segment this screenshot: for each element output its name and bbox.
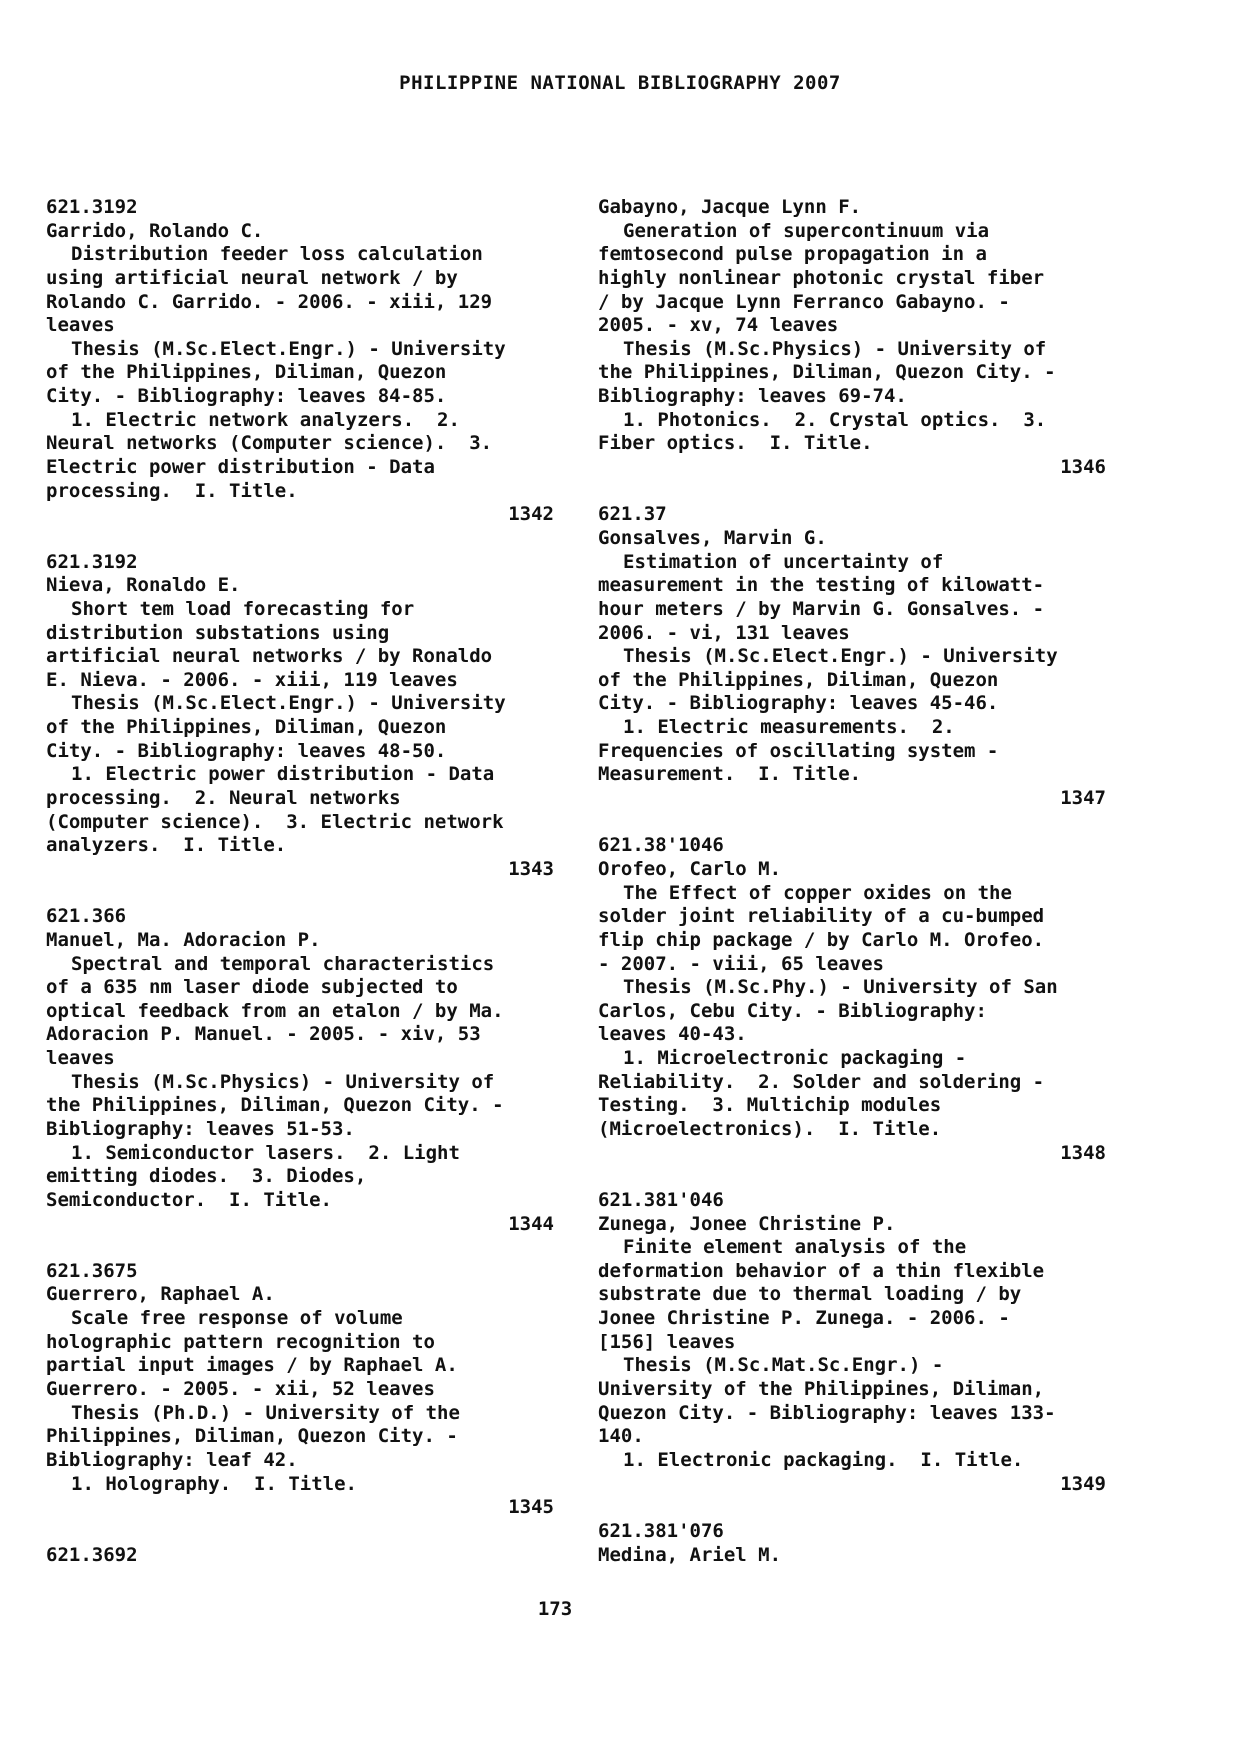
entry-title-line: Spectral and temporal characteristics: [71, 952, 495, 975]
entry-title-line: Jonee Christine P. Zunega. - 2006. -: [598, 1307, 1010, 1330]
subject-heading-line: 1. Electric measurements. 2.: [623, 716, 955, 739]
entry-number: 1348: [1060, 1141, 1106, 1164]
entry-title-line: Finite element analysis of the: [623, 1236, 967, 1259]
classification-number: 621.37: [598, 503, 667, 526]
entry-separator: [598, 1165, 1106, 1189]
entry-number: 1343: [508, 857, 554, 880]
thesis-note-line: the Philippines, Diliman, Quezon City. -: [46, 1094, 504, 1117]
entry-title-line: measurement in the testing of kilowatt-: [598, 574, 1045, 597]
subject-heading-line: Measurement. I. Title.: [598, 763, 862, 786]
entry-title-line: Short tem load forecasting for: [71, 597, 415, 620]
thesis-note-line: City. - Bibliography: leaves 84-85.: [46, 385, 447, 408]
entry-title-line: hour meters / by Marvin G. Gonsalves. -: [598, 597, 1045, 620]
classification-number: 621.381'046: [598, 1188, 724, 1211]
thesis-note-line: Bibliography: leaf 42.: [46, 1448, 298, 1471]
subject-heading-line: 1. Electronic packaging. I. Title.: [623, 1448, 1024, 1471]
subject-heading-line: processing. I. Title.: [46, 479, 298, 502]
entry-title-line: distribution substations using: [46, 621, 390, 644]
entry-title-line: Scale free response of volume: [71, 1307, 403, 1330]
entry-author: Zunega, Jonee Christine P.: [598, 1212, 896, 1235]
subject-heading-line: Neural networks (Computer science). 3.: [46, 432, 493, 455]
entry-separator: [598, 1496, 1106, 1520]
entry-title-line: The Effect of copper oxides on the: [623, 881, 1012, 904]
entry-title-line: Estimation of uncertainty of: [623, 550, 944, 573]
subject-heading-line: emitting diodes. 3. Diodes,: [46, 1165, 367, 1188]
entry-separator: [46, 1520, 554, 1544]
entry-number: 1346: [1060, 456, 1106, 479]
entry-title-line: Generation of supercontinuum via: [623, 219, 990, 242]
thesis-note-line: 140.: [598, 1425, 644, 1448]
subject-heading-line: Frequencies of oscillating system -: [598, 739, 999, 762]
entry-separator: [46, 527, 554, 551]
left-column: [46, 196, 554, 1567]
entry-author: Gabayno, Jacque Lynn F.: [598, 196, 862, 218]
catalog-entry: [46, 551, 554, 882]
entry-title-line: substrate due to thermal loading / by: [598, 1283, 1022, 1306]
entry-title-line: E. Nieva. - 2006. - xiii, 119 leaves: [46, 668, 458, 691]
subject-heading-line: processing. 2. Neural networks: [46, 787, 401, 810]
entry-title-line: flip chip package / by Carlo M. Orofeo.: [598, 928, 1045, 951]
classification-number: 621.3675: [46, 1259, 138, 1282]
entry-separator: [46, 882, 554, 906]
entry-title-line: partial input images / by Raphael A.: [46, 1354, 458, 1377]
entry-author: Medina, Ariel M.: [598, 1543, 782, 1566]
thesis-note-line: the Philippines, Diliman, Quezon City. -: [598, 361, 1056, 384]
thesis-note-line: Quezon City. - Bibliography: leaves 133-: [598, 1401, 1056, 1424]
subject-heading-line: (Microelectronics). I. Title.: [598, 1117, 942, 1140]
entry-title-line: Distribution feeder loss calculation: [71, 243, 483, 266]
catalog-entry: [598, 196, 1106, 480]
page-header: PHILIPPINE NATIONAL BIBLIOGRAPHY 2007: [399, 72, 841, 94]
page-number: 173: [537, 1598, 573, 1620]
entry-title-line: [156] leaves: [598, 1330, 736, 1353]
entry-title-line: optical feedback from an etalon / by Ma.: [46, 999, 504, 1022]
entry-separator: [598, 811, 1106, 835]
catalog-entry: [46, 1260, 554, 1520]
entry-number: 1344: [508, 1212, 554, 1235]
entry-title-line: 2006. - vi, 131 leaves: [598, 621, 850, 644]
classification-number: 621.3192: [46, 196, 138, 218]
entry-title-line: holographic pattern recognition to: [46, 1330, 435, 1353]
entry-title-line: highly nonlinear photonic crystal fiber: [598, 266, 1045, 289]
thesis-note-line: leaves 40-43.: [598, 1023, 747, 1046]
subject-heading-line: 1. Semiconductor lasers. 2. Light: [71, 1141, 460, 1164]
classification-number: 621.3192: [46, 550, 138, 573]
thesis-note-line: Thesis (M.Sc.Elect.Engr.) - University: [71, 692, 506, 715]
thesis-note-line: of the Philippines, Diliman, Quezon: [46, 716, 447, 739]
thesis-note-line: Thesis (M.Sc.Mat.Sc.Engr.) -: [623, 1354, 944, 1377]
thesis-note-line: Bibliography: leaves 51-53.: [46, 1117, 355, 1140]
entry-title-line: leaves: [46, 314, 115, 337]
thesis-note-line: City. - Bibliography: leaves 48-50.: [46, 739, 447, 762]
subject-heading-line: 1. Photonics. 2. Crystal optics. 3.: [623, 408, 1047, 431]
subject-heading-line: 1. Microelectronic packaging -: [623, 1047, 967, 1070]
entry-number: 1347: [1060, 787, 1106, 810]
classification-number: 621.3692: [46, 1543, 138, 1566]
entry-author: Garrido, Rolando C.: [46, 219, 264, 242]
thesis-note-line: Thesis (M.Sc.Physics) - University of: [623, 337, 1047, 360]
thesis-note-line: of the Philippines, Diliman, Quezon: [46, 361, 447, 384]
entry-title-line: artificial neural networks / by Ronaldo: [46, 645, 493, 668]
right-column: [598, 196, 1106, 1567]
thesis-note-line: Bibliography: leaves 69-74.: [598, 385, 907, 408]
entry-title-line: of a 635 nm laser diode subjected to: [46, 976, 458, 999]
thesis-note-line: Thesis (M.Sc.Elect.Engr.) - University: [623, 645, 1058, 668]
entry-title-line: using artificial neural network / by: [46, 266, 458, 289]
catalog-entry: [598, 1189, 1106, 1496]
entry-separator: [598, 480, 1106, 504]
entry-title-line: leaves: [46, 1047, 115, 1070]
thesis-note-line: Carlos, Cebu City. - Bibliography:: [598, 999, 987, 1022]
thesis-note-line: Thesis (M.Sc.Physics) - University of: [71, 1070, 495, 1093]
catalog-entry: [598, 503, 1106, 810]
catalog-entry: [46, 905, 554, 1236]
catalog-entry: [598, 834, 1106, 1165]
catalog-entry: [598, 1520, 1106, 1567]
thesis-note-line: Thesis (M.Sc.Elect.Engr.) - University: [71, 337, 506, 360]
subject-heading-line: 1. Electric power distribution - Data: [71, 763, 495, 786]
subject-heading-line: Reliability. 2. Solder and soldering -: [598, 1070, 1045, 1093]
entry-number: 1345: [508, 1496, 554, 1519]
subject-heading-line: (Computer science). 3. Electric network: [46, 810, 504, 833]
thesis-note-line: Thesis (Ph.D.) - University of the: [71, 1401, 460, 1424]
entry-author: Nieva, Ronaldo E.: [46, 574, 241, 597]
entry-title-line: solder joint reliability of a cu-bumped: [598, 905, 1045, 928]
entry-title-line: Rolando C. Garrido. - 2006. - xiii, 129: [46, 290, 493, 313]
thesis-note-line: of the Philippines, Diliman, Quezon: [598, 668, 999, 691]
entry-author: Orofeo, Carlo M.: [598, 857, 782, 880]
subject-heading-line: 1. Holography. I. Title.: [71, 1472, 357, 1495]
thesis-note-line: Thesis (M.Sc.Phy.) - University of San: [623, 976, 1058, 999]
entry-title-line: deformation behavior of a thin flexible: [598, 1259, 1045, 1282]
entry-title-line: femtosecond pulse propagation in a: [598, 243, 987, 266]
catalog-entry: [46, 1544, 554, 1568]
entry-author: Guerrero, Raphael A.: [46, 1283, 275, 1306]
entry-number: 1349: [1060, 1472, 1106, 1495]
thesis-note-line: City. - Bibliography: leaves 45-46.: [598, 692, 999, 715]
classification-number: 621.366: [46, 905, 127, 928]
classification-number: 621.38'1046: [598, 834, 724, 857]
subject-heading-line: 1. Electric network analyzers. 2.: [71, 408, 460, 431]
subject-heading-line: analyzers. I. Title.: [46, 834, 287, 857]
entry-author: Manuel, Ma. Adoracion P.: [46, 928, 321, 951]
entry-title-line: - 2007. - viii, 65 leaves: [598, 952, 884, 975]
subject-heading-line: Electric power distribution - Data: [46, 456, 435, 479]
entry-title-line: 2005. - xv, 74 leaves: [598, 314, 839, 337]
subject-heading-line: Semiconductor. I. Title.: [46, 1188, 332, 1211]
thesis-note-line: Philippines, Diliman, Quezon City. -: [46, 1425, 458, 1448]
entry-separator: [46, 1236, 554, 1260]
entry-title-line: Guerrero. - 2005. - xii, 52 leaves: [46, 1378, 435, 1401]
entry-title-line: Adoracion P. Manuel. - 2005. - xiv, 53: [46, 1023, 481, 1046]
entry-author: Gonsalves, Marvin G.: [598, 526, 827, 549]
subject-heading-line: Testing. 3. Multichip modules: [598, 1094, 942, 1117]
thesis-note-line: University of the Philippines, Diliman,: [598, 1378, 1045, 1401]
catalog-entry: [46, 196, 554, 527]
classification-number: 621.381'076: [598, 1519, 724, 1542]
entry-title-line: / by Jacque Lynn Ferranco Gabayno. -: [598, 290, 1010, 313]
subject-heading-line: Fiber optics. I. Title.: [598, 432, 873, 455]
entry-number: 1342: [508, 503, 554, 526]
